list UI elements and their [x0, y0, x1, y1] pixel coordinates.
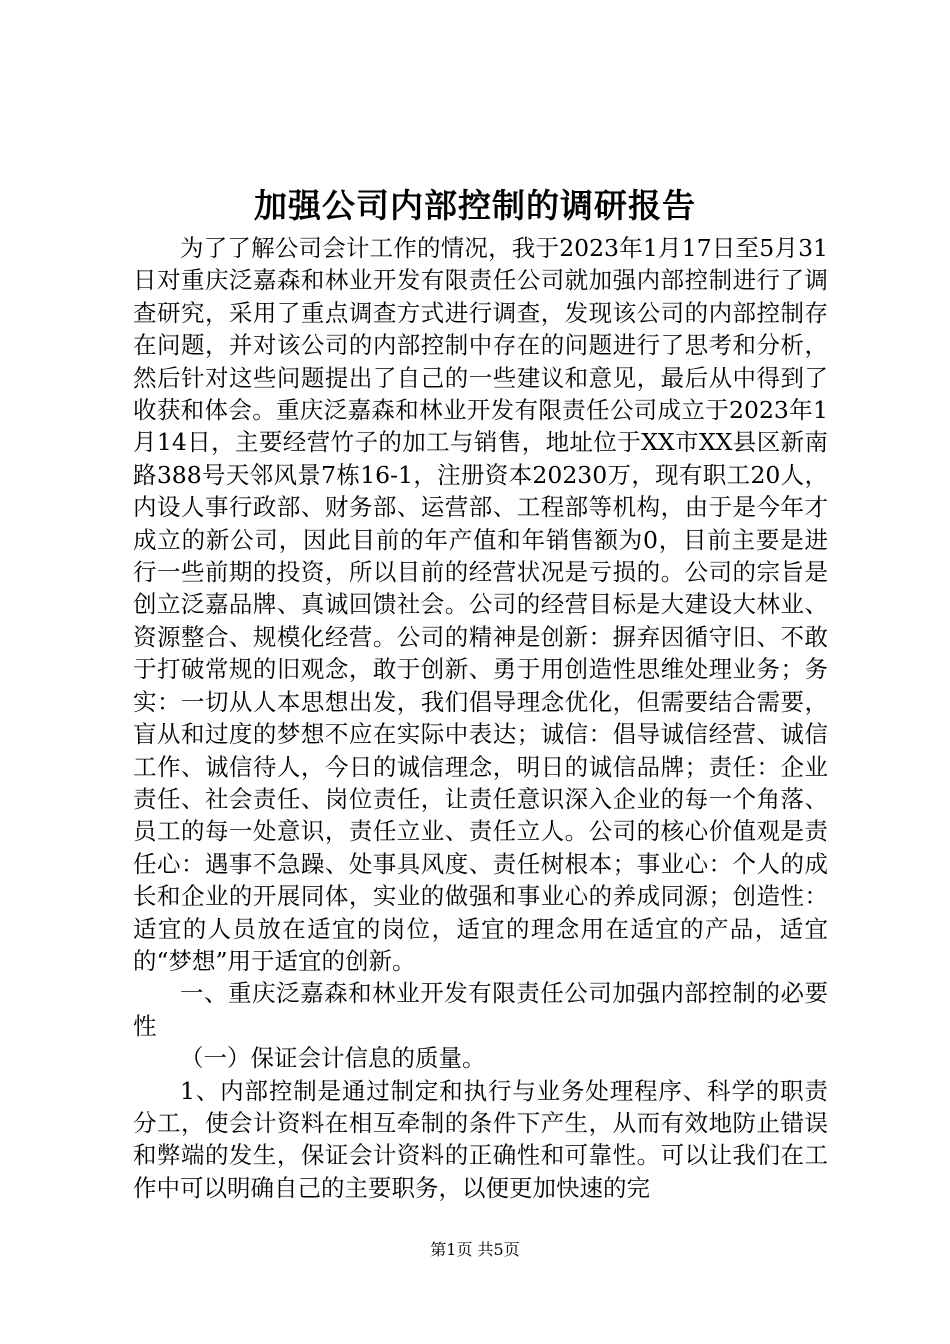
page-number-footer: 第1页 共5页 — [430, 1240, 520, 1259]
subsection-heading-1: （一）保证会计信息的质量。 — [180, 1044, 486, 1073]
section-heading-1: 一、重庆泛嘉森和林业开发有限责任公司加强内部控制的必要性 — [133, 979, 828, 1040]
paragraph-point-1: 1、内部控制是通过制定和执行与业务处理程序、科学的职责分工，使会计资料在相互牵制的条件下产生，从而有效地防止错误和弊端的发生，保证会计资料的正确性和可靠性。可以让我们在工作中可以明确自己的主要职务，以便更加快速的完 — [133, 1076, 828, 1202]
document-title: 加强公司内部控制的调研报告 — [254, 186, 696, 225]
paragraph-intro: 为了了解公司会计工作的情况，我于2023年1月17日至5月31日对重庆泛嘉森和林业开发有限责任公司就加强内部控制进行了调查研究，采用了重点调查方式进行调查，发现该公司的内部控制存在问题，并对该公司的内部控制中存在的问题进行了思考和分析，然后针对这些问题提出了自己的一些建议和意见，最后从中得到了收获和体会。重庆泛嘉森和林业开发有限责任公司成立于2023年1月14日，主要经营竹子的加工与销售，地址位于XX市XX县区新南路388号天邻风景7栋16-1，注册资本20230万，现有职工20人，内设人事行政部、财务部、运营部、工程部等机构，由于是今年才成立的新公司，因此目前的年产值和年销售额为0，目前主要是进行一些前期的投资，所以目前的经营状况是亏损的。公司的宗旨是创立泛嘉品牌、真诚回馈社会。公司的经营目标是大建设大林业、资源整合、规模化经营。公司的精神是创新：摒弃因循守旧、不敢于打破常规的旧观念，敢于创新、勇于用创造性思维处理业务；务实：一切从人本思想出发，我们倡导理念优化，但需要结合需要，盲从和过度的梦想不应在实际中表达；诚信：倡导诚信经营、诚信工作、诚信待人，今日的诚信理念，明日的诚信品牌；责任：企业责任、社会责任、岗位责任，让责任意识深入企业的每一个角落、员工的每一处意识，责任立业、责任立人。公司的核心价值观是责任心：遇事不急躁、处事具风度、责任树根本；事业心：个人的成长和企业的开展同体，实业的做强和事业心的养成同源；创造性：适宜的人员放在适宜的岗位，适宜的理念用在适宜的产品，适宜的“梦想”用于适宜的创新。 — [133, 234, 828, 975]
document-body — [133, 232, 828, 1204]
